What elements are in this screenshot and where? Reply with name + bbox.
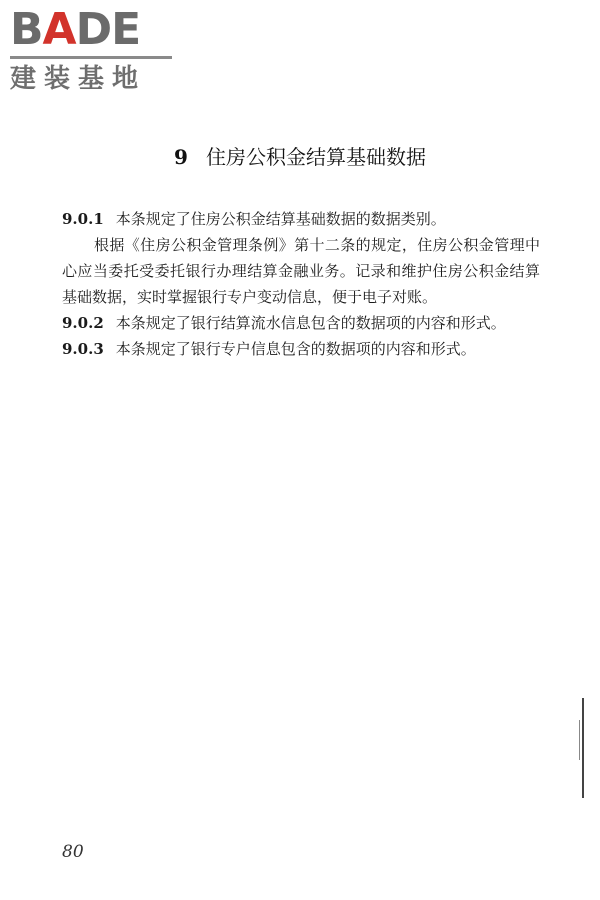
chapter-number: 9 <box>174 145 188 169</box>
paragraph-text: 根据《住房公积金管理条例》第十二条的规定，住房公积金管理中心应当委托受委托银行办理结算金融业务。记录和维护住房公积金结算基础数据，实时掌握银行专户变动信息，便于电子对账。 <box>62 236 540 306</box>
clause-paragraph <box>62 310 540 336</box>
logo-wordmark: BADE <box>10 4 141 55</box>
scan-edge-mark <box>582 698 584 798</box>
scan-edge-mark <box>579 720 580 760</box>
clause-paragraph <box>62 206 540 232</box>
clause-paragraph <box>62 336 540 362</box>
clause-number: 9.0.1 <box>62 210 104 228</box>
clause-number: 9.0.3 <box>62 340 104 358</box>
chapter-heading <box>0 143 600 171</box>
clause-text: 本条规定了住房公积金结算基础数据的数据类别。 <box>115 210 446 228</box>
clause-text: 本条规定了银行专户信息包含的数据项的内容和形式。 <box>115 340 476 358</box>
logo-chinese-text: 建装基地 <box>10 64 147 94</box>
clause-number: 9.0.2 <box>62 314 104 332</box>
bade-logo <box>10 6 180 96</box>
explanation-paragraph <box>62 232 540 310</box>
logo-divider <box>10 56 172 59</box>
chapter-title: 住房公积金结算基础数据 <box>205 145 426 169</box>
body-text <box>62 206 540 362</box>
clause-text: 本条规定了银行结算流水信息包含的数据项的内容和形式。 <box>115 314 506 332</box>
page-number: 80 <box>62 842 84 862</box>
